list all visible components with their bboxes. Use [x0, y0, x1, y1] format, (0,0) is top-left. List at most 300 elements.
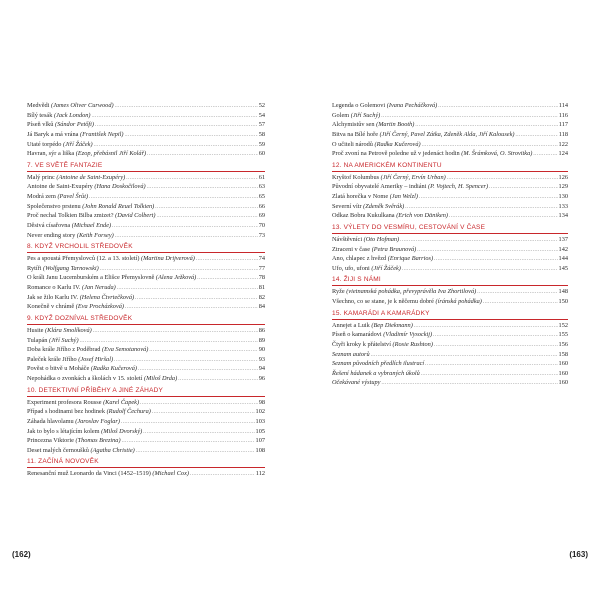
entry-title: [332, 321, 413, 331]
toc-entry[interactable]: [332, 111, 568, 121]
dot-leader: [140, 399, 258, 408]
section-heading: 14. ŽIJI S NÁMI: [332, 275, 568, 286]
right-page: [300, 0, 600, 600]
entry-title-text: Všechno, co se stane, je k něčemu dobré: [332, 298, 434, 305]
entry-author: (Jiří Suchý): [350, 111, 381, 119]
entry-title: [332, 202, 404, 212]
dot-leader: [489, 183, 557, 192]
toc-entry[interactable]: [332, 350, 568, 360]
dot-leader: [136, 447, 255, 456]
dot-leader: [433, 331, 557, 340]
dot-leader: [89, 193, 258, 202]
toc-entry[interactable]: [332, 235, 568, 245]
entry-page-number: 144: [558, 255, 568, 263]
entry-title: [27, 120, 94, 130]
entry-page-number: 160: [558, 369, 568, 377]
entry-title-text: Havran, sýr a liška: [27, 150, 75, 158]
entry-title-text: Pověst o bitvě u Moháče: [27, 365, 90, 373]
entry-title-text: Annejet a Luik: [332, 321, 370, 329]
toc-entry[interactable]: [27, 398, 265, 408]
entry-page-number: 155: [558, 331, 568, 339]
toc-entry[interactable]: [332, 297, 568, 307]
entry-author: (Petra Braunová): [371, 245, 417, 253]
dot-leader: [93, 327, 258, 336]
toc-entry[interactable]: [332, 254, 568, 264]
entry-page-number: 122: [558, 140, 568, 148]
entry-page-number: 158: [558, 350, 568, 358]
toc-entry[interactable]: [27, 211, 265, 221]
entry-page-number: 66: [258, 202, 265, 210]
entry-title: [27, 398, 139, 408]
toc-entry[interactable]: [27, 302, 265, 312]
entry-author: (Enrique Barrios): [387, 255, 434, 263]
dot-leader: [419, 193, 558, 202]
dot-leader: [112, 222, 258, 231]
entry-page-number: 90: [258, 346, 265, 354]
entry-title: [332, 378, 380, 388]
toc-entry[interactable]: [27, 469, 265, 479]
entry-page-number: 142: [558, 245, 568, 253]
entry-author: (Klára Smolíková): [45, 326, 92, 334]
toc-entry[interactable]: [27, 254, 265, 264]
toc-entry[interactable]: [27, 202, 265, 212]
dot-leader: [147, 150, 258, 159]
entry-author: (Thomas Brezina): [75, 437, 121, 445]
toc-entry[interactable]: [332, 149, 568, 159]
toc-entry[interactable]: [332, 140, 568, 150]
entry-page-number: 57: [258, 121, 265, 129]
toc-entry[interactable]: [332, 101, 568, 111]
entry-author: (Wolfgang Tarnowski): [43, 264, 99, 272]
toc-entry[interactable]: [27, 355, 265, 365]
dot-leader: [190, 470, 255, 479]
toc-entry[interactable]: [332, 173, 568, 183]
dot-leader: [115, 102, 258, 111]
entry-page-number: 112: [255, 470, 265, 478]
dot-leader: [515, 131, 557, 140]
entry-author: (Jiří Černý, Pavel Zátka, Zdeněk Alda, Jiří Kalousek): [379, 130, 515, 138]
entry-author: (P. Vojtech, H. Spencer): [428, 183, 489, 191]
dot-leader: [447, 174, 558, 183]
entry-author: (Alena Ježková): [155, 274, 197, 282]
entry-title-text: Deset malých černoušků: [27, 446, 89, 454]
entry-author: (Karel Čapek): [103, 398, 140, 406]
section-heading: 13. VÝLETY DO VESMÍRU, CESTOVÁNÍ V ČASE: [332, 223, 568, 234]
dot-leader: [434, 255, 557, 264]
entry-title: [27, 182, 146, 192]
entry-title: [27, 273, 196, 283]
entry-title-text: Případ s hodinami bez hodinek: [27, 408, 105, 416]
dot-leader: [405, 203, 557, 212]
toc-entry[interactable]: [332, 202, 568, 212]
entry-author: (Jaroslav Foglar): [75, 417, 120, 425]
entry-author: (Bep Diekmann): [371, 321, 413, 329]
entry-page-number: 160: [558, 360, 568, 368]
dot-leader: [138, 365, 258, 374]
entry-author: (Jiří Černý, Ervín Urban): [380, 173, 446, 181]
entry-page-number: 65: [258, 193, 265, 200]
dot-leader: [400, 236, 557, 245]
toc-entry[interactable]: [27, 101, 265, 111]
entry-author: (Ezop, přebásnil Jiří Kolář): [75, 150, 147, 158]
toc-entry[interactable]: [27, 336, 265, 346]
entry-author: (Jan Welzl): [389, 193, 418, 200]
toc-entry[interactable]: [27, 446, 265, 456]
entry-title-text: O učiteli národů: [332, 140, 373, 148]
toc-entry[interactable]: [27, 111, 265, 121]
dot-leader: [143, 428, 254, 437]
entry-author: (Eva Semotanová): [102, 346, 149, 354]
entry-author: (Rosie Rushton): [392, 340, 433, 348]
toc-entry[interactable]: [27, 293, 265, 303]
entry-title-text: Nepohádka o zvonkách a školách v 15. století: [27, 375, 143, 382]
entry-title: [27, 283, 116, 293]
toc-entry[interactable]: [332, 287, 568, 297]
toc-entry[interactable]: [27, 345, 265, 355]
entry-title: [27, 436, 121, 446]
entry-title-text: Ufo, ufo, ufoni: [332, 264, 370, 272]
entry-author: (Erich von Däniken): [396, 212, 448, 220]
entry-page-number: 86: [258, 326, 265, 334]
entry-title-text: Utaté torpédo: [27, 140, 62, 148]
entry-title-text: Princezna Viktorie: [27, 437, 74, 445]
entry-title-text: Jak to bylo s létajícím kolem: [27, 427, 100, 435]
toc-entry[interactable]: [27, 130, 265, 140]
entry-author: (Michael Cox): [152, 470, 189, 478]
entry-title: [332, 350, 370, 360]
dot-leader: [125, 131, 258, 140]
entry-author: (Zdeněk Svěrák): [363, 202, 405, 210]
dot-leader: [417, 246, 557, 255]
entry-title-text: Společenstvo prstenu: [27, 202, 81, 210]
dot-leader: [477, 288, 557, 297]
page-number-left: (162): [12, 550, 31, 559]
toc-entry[interactable]: [27, 427, 265, 437]
dot-leader: [434, 341, 558, 350]
entry-title: [27, 149, 146, 159]
entry-title-text: Bílý tesák: [27, 111, 53, 119]
entry-title: [27, 140, 93, 150]
entry-page-number: 148: [558, 288, 568, 296]
entry-title: [27, 130, 124, 140]
toc-entry[interactable]: [27, 364, 265, 374]
entry-author: (James Oliver Curwood): [50, 102, 114, 109]
dot-leader: [381, 379, 557, 388]
entry-title-text: Děsivá císařovna: [27, 221, 71, 229]
entry-page-number: 84: [258, 303, 265, 311]
dot-leader: [533, 150, 557, 159]
entry-page-number: 52: [258, 102, 265, 109]
entry-author: (Martin Booth): [376, 121, 415, 129]
toc-entry[interactable]: [27, 231, 265, 241]
toc-entry[interactable]: [27, 407, 265, 417]
entry-page-number: 137: [558, 235, 568, 243]
dot-leader: [95, 121, 258, 130]
entry-page-number: 114: [558, 102, 568, 109]
dot-leader: [157, 212, 258, 221]
entry-author: (Agatha Christie): [90, 446, 135, 454]
entry-title-text: Legenda o Golemovi: [332, 102, 386, 109]
entry-author: (Helena Čtvrtečková): [79, 293, 135, 301]
dot-leader: [415, 121, 557, 130]
dot-leader: [152, 408, 255, 417]
entry-title: [27, 192, 88, 202]
toc-entry[interactable]: [332, 321, 568, 331]
dot-leader: [121, 418, 255, 427]
dot-leader: [178, 375, 258, 384]
toc-entry[interactable]: [332, 359, 568, 369]
toc-entry[interactable]: [27, 140, 265, 150]
entry-title-text: Pes a spoustá Přemyslovců (12. a 13. století): [27, 255, 140, 263]
entry-author: (Radka Kučerová): [374, 140, 421, 148]
entry-title-text: Antoine de Saint-Exupéry: [27, 183, 93, 191]
entry-page-number: 133: [558, 202, 568, 210]
entry-author: (Vladimír Vysockij): [383, 331, 433, 339]
entry-title: [27, 111, 91, 121]
entry-page-number: 81: [258, 284, 265, 291]
dot-leader: [80, 337, 258, 346]
entry-title-text: Odkaz Bobra Kukulkana: [332, 212, 395, 220]
entry-title: [27, 231, 114, 241]
entry-title-text: Čtyři kroky k přátelství: [332, 340, 391, 348]
entry-page-number: 156: [558, 340, 568, 348]
dot-leader: [402, 265, 558, 274]
dot-leader: [196, 255, 258, 264]
toc-entry[interactable]: [332, 182, 568, 192]
toc-entry[interactable]: [27, 149, 265, 159]
entry-title-text: Rytíři: [27, 264, 42, 272]
entry-title-text: Never ending story: [27, 231, 76, 239]
dot-leader: [421, 370, 558, 379]
entry-page-number: 78: [258, 274, 265, 282]
entry-title: [27, 326, 92, 336]
entry-title: [27, 407, 151, 417]
toc-entry[interactable]: [27, 374, 265, 384]
entry-title: [27, 446, 135, 456]
entry-title-text: Renesanční muž Leonardo da Vinci (1452–1519): [27, 470, 151, 478]
entry-title: [27, 101, 114, 111]
entry-page-number: 105: [255, 427, 265, 435]
dot-leader: [414, 322, 558, 331]
entry-author: (Sándor Petőfi): [55, 121, 94, 129]
dot-leader: [126, 174, 257, 183]
entry-title: [332, 245, 416, 255]
entry-title-text: Proč zvoní na Petrově poledne už v jedenáct hodin: [332, 150, 460, 158]
entry-title: [27, 211, 156, 221]
dot-leader: [92, 112, 258, 121]
entry-author: (František Nepil): [79, 130, 124, 138]
entry-title: [27, 221, 111, 231]
dot-leader: [125, 303, 258, 312]
entry-title: [332, 340, 433, 350]
dot-leader: [425, 360, 557, 369]
entry-title: [332, 111, 380, 121]
entry-title-text: Medvědi: [27, 102, 50, 109]
entry-title: [27, 202, 154, 212]
entry-page-number: 145: [558, 264, 568, 272]
entry-author: (Hana Doskočilová): [94, 183, 146, 191]
entry-title-text: Golem: [332, 111, 350, 119]
entry-author: (Josef Hiršal): [78, 355, 114, 363]
dot-leader: [135, 294, 258, 303]
entry-title: [332, 120, 414, 130]
entry-author: (Jiří Suchý): [49, 336, 79, 344]
toc-entry[interactable]: [27, 182, 265, 192]
section-heading: 12. NA AMERICKÉM KONTINENTU: [332, 161, 568, 172]
entry-author: (Jiří Žáček): [63, 140, 93, 148]
entry-author: (Oto Hofman): [363, 235, 400, 243]
dot-leader: [100, 265, 258, 274]
dot-leader: [381, 112, 558, 121]
entry-page-number: 108: [255, 446, 265, 454]
entry-page-number: 61: [258, 173, 265, 181]
entry-page-number: 118: [558, 130, 568, 138]
entry-author: (Jiří Žáček): [371, 264, 401, 272]
entry-title: [27, 417, 120, 427]
entry-page-number: 152: [558, 321, 568, 329]
dot-leader: [115, 232, 258, 241]
entry-title-text: Bitva na Bílé hoře: [332, 130, 378, 138]
dot-leader: [149, 346, 257, 355]
entry-author: Seznam původních předlích ilustrací: [332, 360, 425, 368]
entry-page-number: 94: [258, 365, 265, 373]
entry-author: (Jack London): [53, 111, 91, 119]
entry-title: [27, 336, 79, 346]
toc-entry[interactable]: [332, 245, 568, 255]
entry-author: (Antoine de Saint-Exupéry): [56, 173, 126, 181]
entry-title: [27, 364, 137, 374]
entry-page-number: 54: [258, 111, 265, 119]
toc-entry[interactable]: [27, 264, 265, 274]
entry-title: [332, 130, 514, 140]
toc-entry[interactable]: [332, 120, 568, 130]
entry-title: [332, 182, 488, 192]
entry-page-number: 160: [558, 379, 568, 387]
dot-leader: [422, 141, 558, 150]
toc-entry[interactable]: [27, 326, 265, 336]
entry-title-text: Ano, chlapec z hvězd: [332, 255, 387, 263]
entry-page-number: 98: [258, 398, 265, 406]
entry-title-text: Modrá zem: [27, 193, 56, 200]
dot-leader: [371, 351, 558, 360]
toc-entry[interactable]: [27, 273, 265, 283]
entry-title: [27, 469, 189, 479]
dot-leader: [117, 284, 258, 293]
entry-title: [332, 254, 433, 264]
toc-entry[interactable]: [332, 192, 568, 202]
entry-title-text: Husite: [27, 326, 44, 334]
toc-entry[interactable]: [27, 120, 265, 130]
toc-entry[interactable]: [27, 221, 265, 231]
entry-page-number: 63: [258, 183, 265, 191]
entry-title: [27, 264, 99, 274]
entry-title-text: Zlatá horečka v Nome: [332, 193, 389, 200]
entry-title-text: Proč nechal Tolkien Bilba zmizet?: [27, 212, 114, 220]
entry-page-number: 116: [558, 111, 568, 119]
toc-entry[interactable]: [27, 417, 265, 427]
entry-author: (Miloš Dvorský): [101, 427, 143, 435]
entry-title: [27, 427, 142, 437]
entry-page-number: 82: [258, 293, 265, 301]
entry-page-number: 126: [558, 173, 568, 181]
toc-entry[interactable]: [27, 192, 265, 202]
dot-leader: [155, 203, 257, 212]
entry-title: [27, 374, 177, 384]
entry-title: [332, 140, 421, 150]
entry-title: [332, 149, 532, 159]
entry-author: (íránská pohádka): [435, 298, 482, 305]
entry-title: [27, 254, 195, 264]
dot-leader: [147, 183, 258, 192]
entry-title: [27, 355, 113, 365]
section-heading: 15. KAMARÁDI A KAMARÁDKY: [332, 309, 568, 320]
entry-title: [332, 235, 399, 245]
entry-page-number: 129: [558, 183, 568, 191]
entry-page-number: 96: [258, 375, 265, 382]
entry-title-text: Experiment profesora Rousse: [27, 398, 102, 406]
toc-entry[interactable]: [27, 173, 265, 183]
entry-page-number: 58: [258, 130, 265, 138]
entry-page-number: 69: [258, 212, 265, 220]
entry-author: (Rudolf Čechura): [106, 408, 151, 416]
entry-page-number: 60: [258, 150, 265, 158]
entry-page-number: 89: [258, 336, 265, 344]
entry-page-number: 59: [258, 140, 265, 148]
entry-author: (Keith Forsey): [76, 231, 114, 239]
dot-leader: [114, 356, 258, 365]
entry-title: [332, 359, 424, 369]
entry-title-text: Jak se žilo Karlu IV.: [27, 293, 79, 301]
entry-title: [332, 297, 482, 307]
toc-entry[interactable]: [332, 378, 568, 388]
entry-title-text: Návštěvníci: [332, 235, 363, 243]
entry-author: (vietnamská pohádka, převyprávěla Iva Zhortilová): [346, 288, 477, 296]
toc-entry[interactable]: [332, 369, 568, 379]
toc-entry[interactable]: [332, 340, 568, 350]
entry-title-text: Píseň o kamarádovi: [332, 331, 382, 339]
entry-page-number: 134: [558, 212, 568, 220]
entry-author: Řešení hádanek a vybraných úkolů: [332, 369, 420, 377]
toc-entry[interactable]: [332, 330, 568, 340]
entry-title-text: Doba krále Jiřího z Poděbrad: [27, 346, 101, 354]
toc-entry[interactable]: [332, 264, 568, 274]
entry-author: (Ivana Pecháčková): [386, 102, 438, 109]
table-of-contents-right: [332, 101, 568, 388]
entry-title-text: Ztraceni v čase: [332, 245, 371, 253]
entry-title: [332, 173, 446, 183]
entry-title: [27, 293, 134, 303]
entry-page-number: 103: [255, 417, 265, 425]
entry-title: [27, 302, 124, 312]
toc-entry[interactable]: [332, 130, 568, 140]
entry-page-number: 124: [558, 150, 568, 158]
entry-title-text: Záhada hlavolamu: [27, 417, 74, 425]
entry-author: Očekávané výstupy: [332, 379, 381, 387]
entry-page-number: 150: [558, 298, 568, 305]
entry-title: [332, 369, 420, 379]
entry-title: [332, 101, 437, 111]
toc-entry[interactable]: [27, 283, 265, 293]
entry-title-text: Konečně v chrámě: [27, 303, 75, 311]
entry-page-number: 117: [558, 121, 568, 129]
toc-entry[interactable]: [27, 436, 265, 446]
dot-leader: [197, 274, 257, 283]
toc-entry[interactable]: [332, 211, 568, 221]
entry-author: (David Colbert): [115, 212, 156, 220]
entry-title-text: Paleček krále Jiřího: [27, 355, 77, 363]
entry-author: (Michael Ende): [71, 221, 112, 229]
dot-leader: [438, 102, 558, 111]
